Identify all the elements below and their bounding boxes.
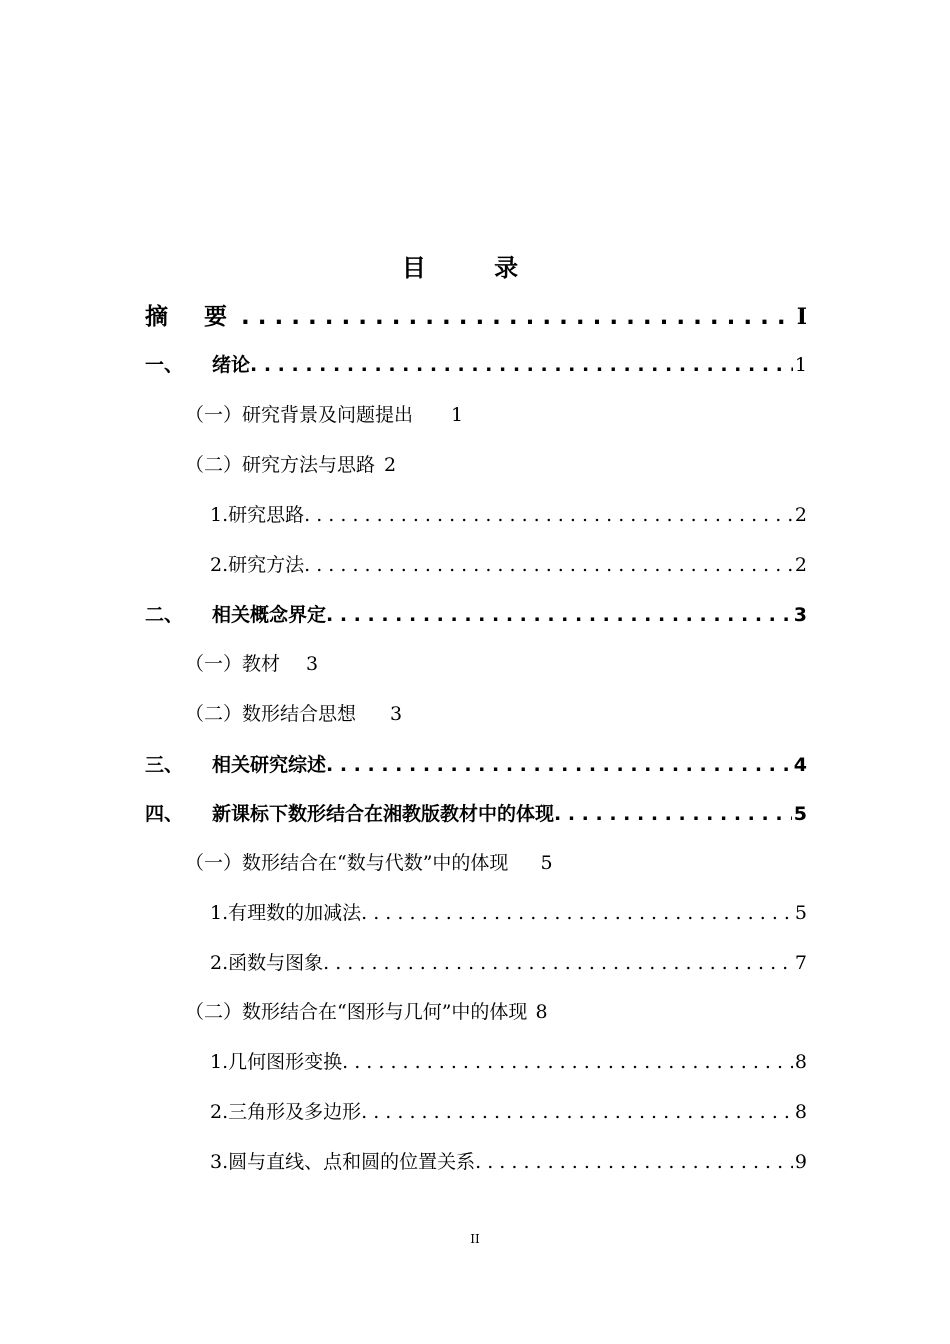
toc-page-number: 3 <box>390 703 403 725</box>
dot-leader <box>554 794 792 834</box>
toc-entry-chapter-4[interactable] <box>145 794 807 834</box>
chapter-number: 一、 <box>145 354 184 376</box>
toc-entry-subsection[interactable] <box>210 545 807 585</box>
toc-entry-section[interactable] <box>185 992 548 1032</box>
toc-entry-chapter-3[interactable] <box>145 745 807 785</box>
toc-entry-label: 3.圆与直线、点和圆的位置关系 <box>210 1151 476 1173</box>
toc-entry-label: 2.函数与图象 <box>210 952 324 974</box>
toc-entry-section[interactable] <box>185 644 318 684</box>
toc-page-number: 8 <box>794 1051 807 1073</box>
dot-leader <box>326 595 792 635</box>
chapter-number: 三、 <box>145 754 184 776</box>
dot-leader <box>304 545 793 585</box>
toc-page-number: 3 <box>793 604 807 626</box>
toc-page-number: I <box>796 304 807 330</box>
toc-entry-label: （二）数形结合在“图形与几何”中的体现 <box>185 1001 528 1023</box>
toc-entry-label: （二）研究方法与思路 <box>185 454 376 476</box>
toc-page-number: 5 <box>794 902 807 924</box>
toc-entry-subsection[interactable] <box>210 943 807 983</box>
toc-entry-label: 2.三角形及多边形 <box>210 1101 362 1123</box>
toc-title: 目 录 <box>401 254 549 282</box>
toc-entry-label: 绪论 <box>212 354 251 376</box>
toc-page-number: 1 <box>451 404 464 426</box>
toc-entry-subsection[interactable] <box>210 495 807 535</box>
toc-entry-label: 1.有理数的加减法 <box>210 902 362 924</box>
toc-page-number: 3 <box>306 653 319 675</box>
toc-page-number: 8 <box>535 1001 548 1023</box>
chapter-number: 四、 <box>145 803 184 825</box>
dot-leader <box>304 495 793 535</box>
dot-leader <box>361 1092 793 1132</box>
toc-entry-subsection[interactable] <box>210 893 807 933</box>
toc-entry-abstract[interactable] <box>145 297 807 337</box>
toc-entry-label: 新课标下数形结合在湘教版教材中的体现 <box>212 803 555 825</box>
dot-leader <box>475 1142 793 1182</box>
toc-entry-label: 1.研究思路 <box>210 504 305 526</box>
toc-page-number: 2 <box>384 454 397 476</box>
dot-leader <box>250 345 793 385</box>
toc-page-number: 5 <box>540 852 553 874</box>
dot-leader <box>241 297 795 337</box>
toc-entry-label: （二）数形结合思想 <box>185 703 357 725</box>
toc-entry-subsection[interactable] <box>210 1042 807 1082</box>
toc-entry-label: （一）教材 <box>185 653 281 675</box>
dot-leader <box>342 1042 793 1082</box>
toc-entry-label: 摘 要 <box>145 304 242 330</box>
toc-entry-section[interactable] <box>185 843 553 883</box>
toc-page-number: 1 <box>794 354 807 376</box>
toc-page-number: 4 <box>793 754 807 776</box>
dot-leader <box>361 893 793 933</box>
toc-page-number: 8 <box>794 1101 807 1123</box>
toc-entry-chapter-1[interactable] <box>145 345 807 385</box>
toc-page-number: 7 <box>794 952 807 974</box>
toc-entry-label: （一）研究背景及问题提出 <box>185 404 414 426</box>
toc-page-number: 9 <box>794 1151 807 1173</box>
toc-page-number: 2 <box>794 504 807 526</box>
toc-page-number: 5 <box>793 803 807 825</box>
toc-entry-label: 相关研究综述 <box>212 754 327 776</box>
toc-page-number: 2 <box>794 554 807 576</box>
toc-entry-section[interactable] <box>185 395 463 435</box>
toc-entry-label: （一）数形结合在“数与代数”中的体现 <box>185 852 509 874</box>
toc-entry-subsection[interactable] <box>210 1092 807 1132</box>
toc-entry-section[interactable] <box>185 445 396 485</box>
chapter-number: 二、 <box>145 604 184 626</box>
toc-entry-chapter-2[interactable] <box>145 595 807 635</box>
page-number-footer: II <box>470 1232 480 1246</box>
dot-leader <box>326 745 792 785</box>
toc-entry-label: 1.几何图形变换 <box>210 1051 343 1073</box>
toc-entry-subsection[interactable] <box>210 1142 807 1182</box>
toc-entry-label: 相关概念界定 <box>212 604 327 626</box>
toc-entry-section[interactable] <box>185 694 402 734</box>
toc-entry-label: 2.研究方法 <box>210 554 305 576</box>
dot-leader <box>323 943 793 983</box>
